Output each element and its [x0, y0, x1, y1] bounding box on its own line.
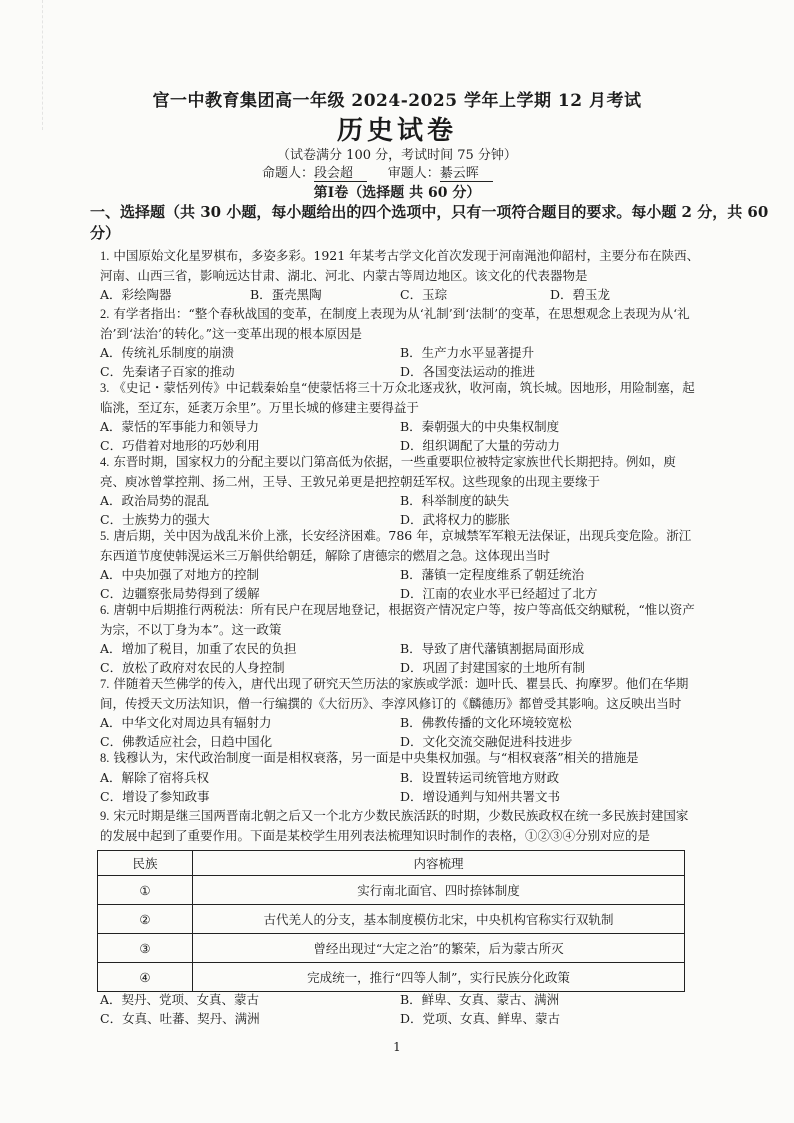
exam-info: （试卷满分 100 分，考试时间 75 分钟）: [277, 148, 517, 163]
option-d: D．武将权力的膨胀: [400, 512, 511, 527]
question-stem: 唐朝中后期推行两税法：所有民户在现居地登记，根据资产情况定户等，按户等高低交纳赋税，“惟以资产为宗，不以丁身为本”。这一政策: [100, 602, 695, 637]
author-label: 命题人：: [262, 166, 315, 181]
option-b: B．秦朝强大的中央集权制度: [400, 419, 560, 434]
question-stem: 有学者指出：“整个春秋战国的变革，在制度上表现为从‘礼制’到‘法制’的变革，在思想观念上表现为从‘礼治’到‘法治’的转化。”这一变革出现的根本原因是: [100, 306, 690, 341]
option-d: D．增设通判与知州共署文书: [400, 789, 561, 804]
option-b: B．蛋壳黑陶: [250, 287, 322, 302]
subject-title: 历史试卷: [336, 116, 457, 146]
table-row: [98, 876, 685, 905]
option-d: D．文化交流交融促进科技进步: [400, 734, 573, 749]
question-8: [100, 748, 700, 806]
question-7: [100, 674, 700, 751]
table-header: 内容梳理: [193, 851, 685, 876]
option-b: B．导致了唐代藩镇割据局面形成: [400, 641, 585, 656]
question-5: [100, 526, 700, 603]
question-1: [100, 246, 700, 304]
section-title: 一、选择题（共 30 小题，每小题给出的四个选项中，只有一项符合题目的要求。每小题 2 分，共 60 分）: [90, 203, 769, 242]
page-number: 1: [393, 1040, 401, 1054]
question-number: 5.: [100, 529, 110, 543]
option-a: A．政治局势的混乱: [100, 493, 210, 508]
option-a: A．解除了宿将兵权: [100, 770, 210, 785]
option-a: A．契丹、党项、女真、蒙古: [100, 992, 260, 1007]
question-number: 8.: [100, 751, 110, 765]
part-title: 第Ⅰ卷（选择题 共 60 分）: [313, 185, 481, 201]
question-number: 3.: [100, 381, 110, 395]
authors-line: [262, 162, 493, 182]
option-a: A．彩绘陶器: [100, 287, 172, 302]
question-stem: 宋元时期是继三国两晋南北朝之后又一个北方少数民族活跃的时期，少数民族政权在统一多民族封建国家的发展中起到了重要作用。下面是某校学生用列表法梳理知识时制作的表格，①②③④分别对应的是: [100, 808, 689, 843]
question-9-options: [100, 990, 700, 1028]
option-a: A．中央加强了对地方的控制: [100, 567, 260, 582]
option-b: B．佛教传播的文化环境较宽松: [400, 715, 572, 730]
option-a: A．中华文化对周边具有辐射力: [100, 715, 272, 730]
author-name: 段会超: [314, 162, 367, 182]
table-cell: 曾经出现过“大定之治”的繁荣，后为蒙古所灭: [193, 934, 685, 963]
table-cell: 完成统一，推行“四等人制”，实行民族分化政策: [193, 963, 685, 992]
question-9-table: [97, 850, 685, 992]
option-b: B．生产力水平显著提升: [400, 345, 535, 360]
option-a: A．增加了税目，加重了农民的负担: [100, 641, 297, 656]
table-header-row: [98, 851, 685, 876]
question-3: [100, 378, 700, 455]
table-row: [98, 963, 685, 992]
question-stem: 《史记・蒙恬列传》中记载秦始皇“使蒙恬将三十万众北逐戎狄，收河南，筑长城。因地形，用险制塞，起临洮，至辽东，延袤万余里”。万里长城的修建主要得益于: [100, 380, 695, 415]
option-c: C．玉琮: [400, 287, 448, 302]
option-d: D．党项、女真、鲜卑、蒙古: [400, 1011, 561, 1026]
table-header: 民族: [98, 851, 193, 876]
question-number: 9.: [100, 809, 110, 823]
question-number: 2.: [100, 307, 110, 321]
reviewer-name: 綦云晖: [440, 162, 493, 182]
table-cell: ③: [98, 934, 193, 963]
table-cell: ①: [98, 876, 193, 905]
question-stem: 伴随着天竺佛学的传入，唐代出现了研究天竺历法的家族或学派：迦叶氏、瞿昙氏、拘摩罗。他们在华期间，传授天文历法知识，僧一行编撰的《大衍历》、李淳风修订的《麟德历》都曾受其影响。这反映出当时: [100, 676, 689, 711]
option-c: C．边疆察张局势得到了缓解: [100, 586, 260, 601]
option-c: C．女真、吐蕃、契丹、满洲: [100, 1011, 260, 1026]
question-4: [100, 452, 700, 529]
option-d: D．组织调配了大量的劳动力: [400, 438, 561, 453]
school-line: 官一中教育集团高一年级 2024-2025 学年上学期 12 月考试: [152, 91, 642, 111]
option-d: D．巩固了封建国家的土地所有制: [400, 660, 586, 675]
option-d: D．江南的农业水平已经超过了北方: [400, 586, 598, 601]
question-6: [100, 600, 700, 677]
question-stem: 唐后期，关中因为战乱米价上涨，长安经济困难。786 年，京城禁军军粮无法保证，出现兵变危险。浙江东西道节度使韩滉运米三万斛供给朝廷，解除了唐德宗的燃眉之急。这体现出当时: [100, 528, 692, 563]
question-stem: 东晋时期，国家权力的分配主要以门第高低为依据，一些重要职位被特定家族世代长期把持。例如，庾亮、庾冰曾掌控荆、扬二州，王导、王敦兄弟更是把控朝廷军权。这些现象的出现主要缘于: [100, 454, 676, 489]
question-number: 7.: [100, 677, 110, 691]
table-cell: 古代羌人的分支，基本制度模仿北宋，中央机构官称实行双轨制: [193, 905, 685, 934]
option-d: D．碧玉龙: [550, 287, 611, 302]
question-9: [100, 806, 700, 845]
option-a: A．传统礼乐制度的崩溃: [100, 345, 235, 360]
question-2: [100, 304, 700, 381]
option-c: C．增设了参知政事: [100, 789, 210, 804]
option-c: C．放松了政府对农民的人身控制: [100, 660, 285, 675]
question-number: 6.: [100, 603, 110, 617]
question-number: 4.: [100, 455, 110, 469]
option-c: C．佛教适应社会，日趋中国化: [100, 734, 273, 749]
table-cell: 实行南北面官、四时捺钵制度: [193, 876, 685, 905]
option-d: D．各国变法运动的推进: [400, 364, 536, 379]
option-c: C．巧借着对地形的巧妙利用: [100, 438, 260, 453]
option-b: B．科举制度的缺失: [400, 493, 510, 508]
option-b: B．藩镇一定程度维系了朝廷统治: [400, 567, 585, 582]
table-row: [98, 905, 685, 934]
option-b: B．设置转运司统管地方财政: [400, 770, 560, 785]
question-number: 1.: [100, 249, 110, 263]
question-stem: 钱穆认为，宋代政治制度一面是相权衰落，另一面是中央集权加强。与“相权衰落”相关的措施是: [113, 750, 639, 765]
option-c: C．士族势力的强大: [100, 512, 210, 527]
option-c: C．先秦诸子百家的推动: [100, 364, 235, 379]
table-cell: ④: [98, 963, 193, 992]
table-cell: ②: [98, 905, 193, 934]
option-b: B．鲜卑、女真、蒙古、满洲: [400, 992, 560, 1007]
question-stem: 中国原始文化星罗棋布，多姿多彩。1921 年某考古学文化首次发现于河南渑池仰韶村，主要分布在陕西、河南、山西三省，影响远达甘肃、湖北、河北、内蒙古等周边地区。该文化的代表器物是: [100, 248, 700, 283]
reviewer-label: 审题人：: [387, 166, 440, 181]
table-row: [98, 934, 685, 963]
option-a: A．蒙恬的军事能力和领导力: [100, 419, 260, 434]
